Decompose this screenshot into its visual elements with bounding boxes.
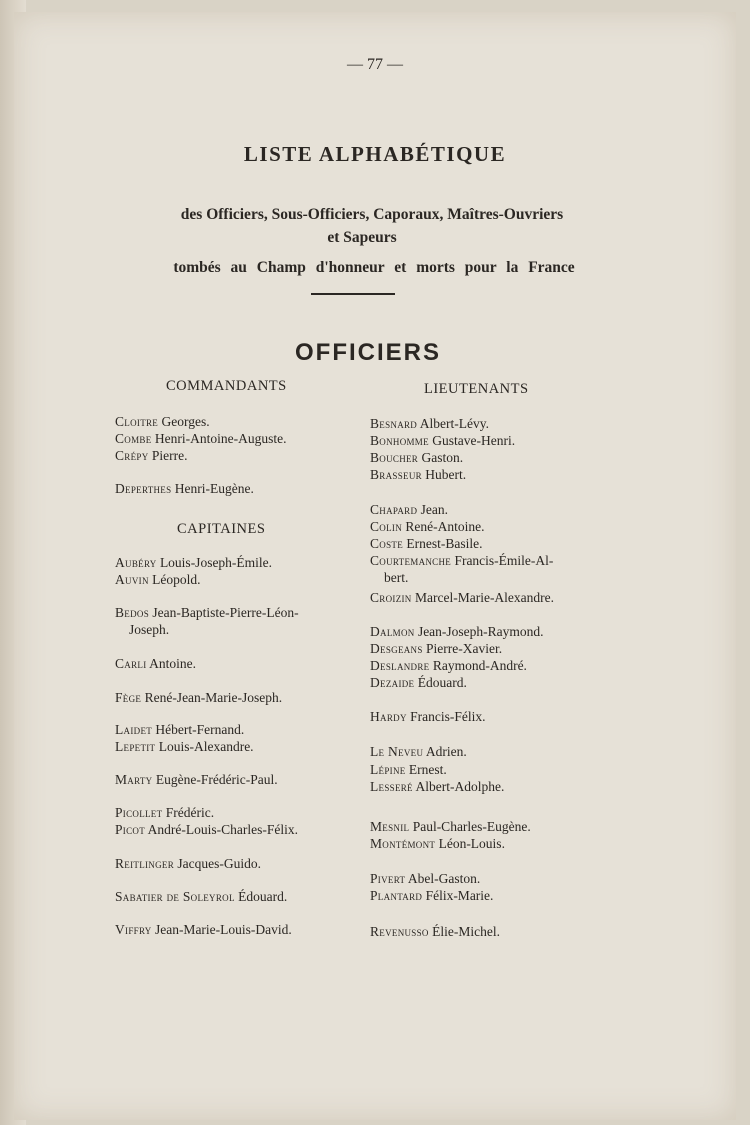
document-page: [14, 12, 736, 1120]
given-names: Albert-Lévy.: [419, 416, 489, 431]
list-item: [370, 640, 502, 657]
surname: Cloitre: [115, 414, 159, 429]
given-names: Henri-Antoine-Auguste.: [154, 431, 287, 446]
given-names: Raymond-André.: [432, 658, 527, 673]
given-names: Pierre.: [151, 448, 188, 463]
given-names: Hébert-Fernand.: [155, 722, 245, 737]
list-item: [370, 674, 467, 691]
list-item: [115, 413, 210, 430]
page-number: — 77 —: [347, 56, 403, 73]
given-names: Frédéric.: [165, 805, 215, 820]
surname: Picot: [115, 822, 146, 837]
given-names: Jean-Baptiste-Pierre-Léon-: [152, 605, 299, 620]
list-item: [370, 466, 466, 483]
given-names: René-Jean-Marie-Joseph.: [144, 690, 283, 705]
section-heading: OFFICIERS: [294, 339, 441, 366]
surname: Hardy: [370, 709, 407, 724]
surname: Le Neveu: [370, 744, 424, 759]
given-names: Ernest.: [408, 762, 447, 777]
subtitle-line-1: des Officiers, Sous-Officiers, Caporaux, Maîtres-Ouvriers: [180, 206, 564, 223]
given-names: Hubert.: [425, 467, 467, 482]
surname: Combe: [115, 431, 152, 446]
given-names: Antoine.: [149, 656, 197, 671]
surname: Aubéry: [115, 555, 157, 570]
surname: Chapard: [370, 502, 418, 517]
given-names: Jean.: [420, 502, 449, 517]
divider-rule: [311, 293, 395, 295]
surname: Revenusso: [370, 924, 429, 939]
surname: Fège: [115, 690, 142, 705]
list-item: [115, 430, 286, 447]
list-item: [115, 771, 278, 788]
given-names: Ernest-Basile.: [406, 536, 483, 551]
given-names: Jacques-Guido.: [177, 856, 261, 871]
given-names: Jean-Marie-Louis-David.: [154, 922, 292, 937]
list-item: [115, 855, 261, 872]
given-names: Paul-Charles-Eugène.: [412, 819, 531, 834]
given-names: Georges.: [161, 414, 210, 429]
given-names: Francis-Félix.: [410, 709, 486, 724]
given-names: René-Antoine.: [405, 519, 485, 534]
surname: Picollet: [115, 805, 163, 820]
given-names: Louis-Alexandre.: [158, 739, 254, 754]
surname: Lesseré: [370, 779, 413, 794]
capitaines-heading: CAPITAINES: [177, 521, 266, 537]
surname: Crépy: [115, 448, 149, 463]
given-names: Léopold.: [152, 572, 201, 587]
list-item: [370, 623, 544, 640]
given-names: Adrien.: [425, 744, 467, 759]
given-names: Albert-Adolphe.: [415, 779, 505, 794]
surname: Courtemanche: [370, 553, 452, 568]
list-item: [115, 604, 299, 638]
list-item: [370, 449, 463, 466]
surname: Reitlinger: [115, 856, 174, 871]
surname: Croizin: [370, 590, 412, 605]
given-names: Élie-Michel.: [432, 924, 500, 939]
list-item: [115, 689, 282, 706]
surname: Bedos: [115, 605, 150, 620]
subtitle-line-2: et Sapeurs: [327, 229, 397, 246]
given-names: Gaston.: [421, 450, 464, 465]
surname: Dalmon: [370, 624, 415, 639]
list-item: [370, 518, 484, 535]
surname: Viffry: [115, 922, 152, 937]
surname: Plantard: [370, 888, 423, 903]
given-names: Abel-Gaston.: [407, 871, 481, 886]
surname: Pivert: [370, 871, 406, 886]
given-names: Louis-Joseph-Émile.: [159, 555, 273, 570]
list-item: [370, 743, 467, 760]
surname: Marty: [115, 772, 153, 787]
list-item: [370, 589, 554, 606]
list-item: [370, 778, 504, 795]
commandants-heading: COMMANDANTS: [166, 378, 287, 394]
list-item: [115, 571, 201, 588]
surname: Montémont: [370, 836, 436, 851]
list-item: [370, 657, 527, 674]
list-item: [370, 501, 448, 518]
surname: Coste: [370, 536, 404, 551]
given-names: Édouard.: [417, 675, 467, 690]
continuation-line: bert.: [384, 570, 409, 585]
surname: Lepetit: [115, 739, 156, 754]
list-item: [370, 415, 489, 432]
surname: Brasseur: [370, 467, 422, 482]
list-item: [370, 708, 486, 725]
lieutenants-heading: LIEUTENANTS: [424, 381, 529, 397]
list-item: [370, 870, 480, 887]
given-names: Édouard.: [238, 889, 288, 904]
list-item: [115, 655, 196, 672]
surname: Besnard: [370, 416, 418, 431]
surname: Sabatier de Soleyrol: [115, 889, 235, 904]
surname: Dezaide: [370, 675, 415, 690]
surname: Bonhomme: [370, 433, 429, 448]
surname: Lépine: [370, 762, 406, 777]
surname: Deperthes: [115, 481, 172, 496]
list-item: [370, 535, 483, 552]
surname: Deslandre: [370, 658, 430, 673]
continuation-line: Joseph.: [129, 622, 170, 637]
list-item: [115, 721, 244, 738]
list-item: [115, 821, 298, 838]
subtitle-line-3: tombés au Champ d'honneur et morts pour la France: [173, 259, 575, 276]
given-names: Félix-Marie.: [425, 888, 494, 903]
surname: Carli: [115, 656, 147, 671]
list-item: [370, 887, 493, 904]
list-item: [115, 480, 254, 497]
list-item: [370, 818, 531, 835]
list-item: [370, 432, 515, 449]
list-item: [115, 447, 188, 464]
given-names: Francis-Émile-Al-: [454, 553, 554, 568]
list-item: [115, 921, 292, 938]
given-names: Eugène-Frédéric-Paul.: [155, 772, 278, 787]
list-item: [370, 835, 505, 852]
given-names: Pierre-Xavier.: [426, 641, 503, 656]
list-item: [115, 804, 214, 821]
given-names: Jean-Joseph-Raymond.: [417, 624, 544, 639]
list-item: [115, 738, 254, 755]
given-names: Léon-Louis.: [438, 836, 505, 851]
page-title: LISTE ALPHABÉTIQUE: [243, 142, 507, 166]
given-names: André-Louis-Charles-Félix.: [147, 822, 298, 837]
list-item: [115, 888, 287, 905]
surname: Desgeans: [370, 641, 423, 656]
surname: Colin: [370, 519, 402, 534]
given-names: Marcel-Marie-Alexandre.: [414, 590, 555, 605]
surname: Laidet: [115, 722, 153, 737]
surname: Auvin: [115, 572, 149, 587]
surname: Mesnil: [370, 819, 410, 834]
given-names: Henri-Eugène.: [174, 481, 254, 496]
given-names: Gustave-Henri.: [432, 433, 516, 448]
list-item: [370, 552, 553, 586]
list-item: [115, 554, 272, 571]
list-item: [370, 923, 500, 940]
list-item: [370, 761, 447, 778]
surname: Boucher: [370, 450, 419, 465]
